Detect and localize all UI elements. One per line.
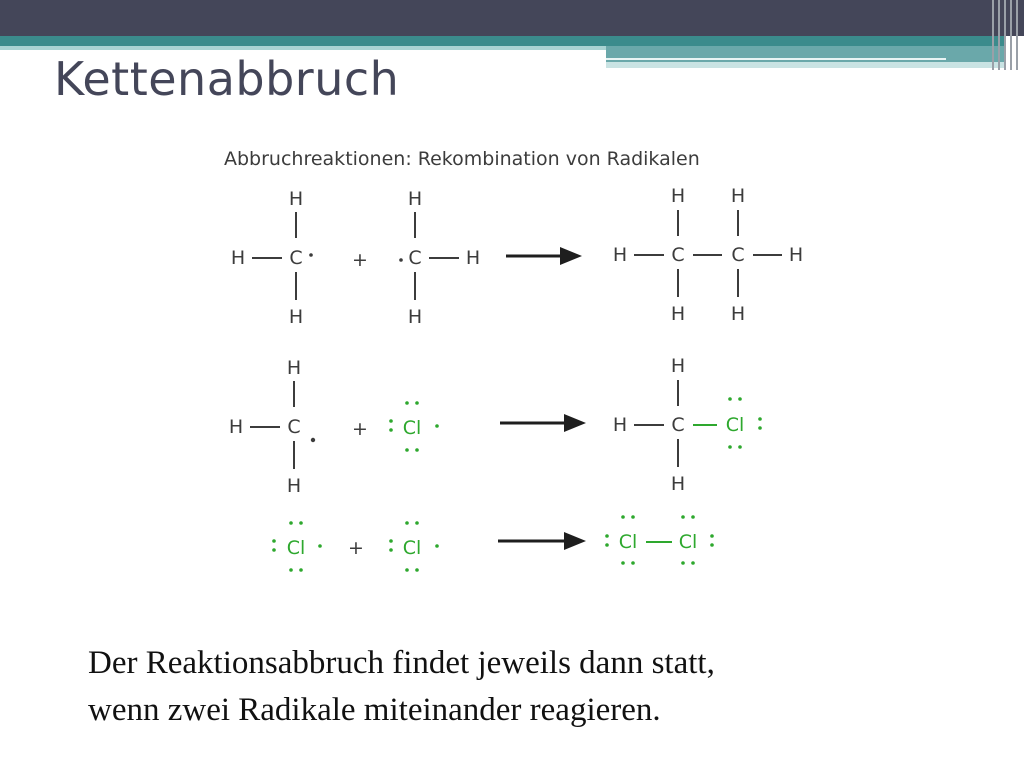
atom-c: C (287, 416, 301, 438)
atom-h: H (612, 244, 628, 266)
reaction-1 (231, 185, 803, 328)
atom-h: H (670, 303, 686, 325)
atom-h: H (288, 306, 304, 328)
reaction-arrow-head (560, 247, 582, 265)
atom-h: H (407, 306, 423, 328)
plus-sign: + (348, 537, 364, 559)
accent-band-right-light (606, 62, 1006, 68)
plus-sign: + (352, 249, 368, 271)
atom-h: H (612, 414, 628, 436)
decorative-stripes (990, 0, 1024, 70)
caption-line: wenn zwei Radikale miteinander reagieren. (88, 692, 661, 728)
atom-cl: Cl (618, 531, 638, 553)
plus-sign: + (352, 418, 368, 440)
atom-h: H (670, 355, 686, 377)
atom-h: H (670, 473, 686, 495)
atom-h: H (286, 357, 302, 379)
slide-caption (88, 640, 968, 734)
atom-h: H (788, 244, 804, 266)
atom-h: H (730, 303, 746, 325)
chlorine-radical (389, 401, 439, 452)
atom-h: H (670, 185, 686, 207)
atom-c: C (289, 247, 303, 269)
reaction-arrow-head (564, 532, 586, 550)
atom-cl: Cl (402, 537, 422, 559)
reaction-arrow-head (564, 414, 586, 432)
atom-h: H (228, 416, 244, 438)
atom-cl: Cl (678, 531, 698, 553)
atom-c: C (671, 414, 685, 436)
reaction-3 (272, 515, 714, 572)
atom-c: C (731, 244, 745, 266)
atom-h: H (288, 188, 304, 210)
top-bar (0, 0, 1024, 36)
chlorine-atom (726, 397, 762, 449)
chlorine-radical (272, 521, 322, 572)
chlorine-molecule (605, 515, 714, 565)
accent-band (0, 36, 1004, 46)
atom-cl: Cl (725, 414, 745, 436)
atom-h: H (407, 188, 423, 210)
chlorine-radical (389, 521, 439, 572)
atom-c: C (408, 247, 422, 269)
reaction-2 (229, 355, 762, 497)
atom-cl: Cl (286, 537, 306, 559)
atom-h: H (730, 185, 746, 207)
atom-c: C (671, 244, 685, 266)
atom-h: H (465, 247, 481, 269)
caption-line: Der Reaktionsabbruch findet jeweils dann statt, (88, 645, 715, 681)
atom-cl: Cl (402, 417, 422, 439)
reaction-diagram (210, 138, 810, 588)
atom-h: H (230, 247, 246, 269)
accent-line (606, 58, 946, 60)
diagram-heading: Abbruchreaktionen: Rekombination von Radikalen (224, 148, 700, 170)
slide-title: Kettenabbruch (54, 52, 400, 106)
atom-h: H (286, 475, 302, 497)
